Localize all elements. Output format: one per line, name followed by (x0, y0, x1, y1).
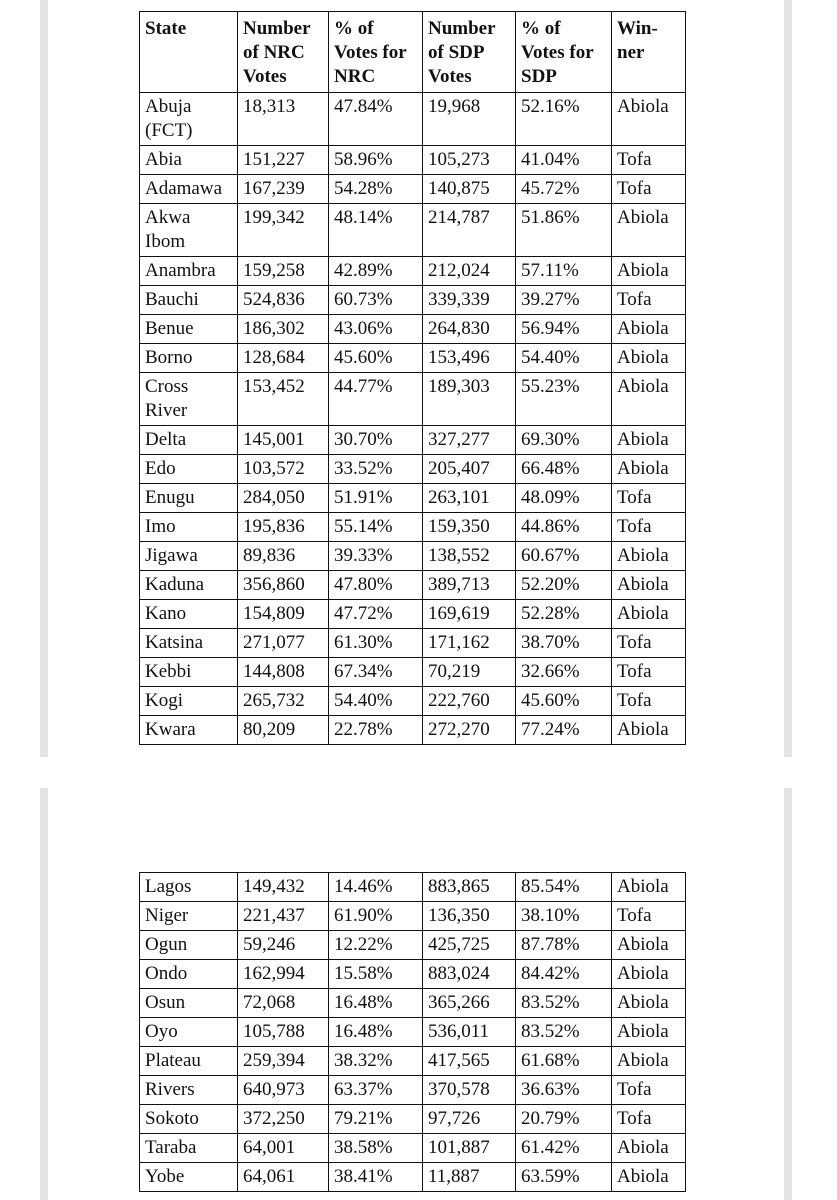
table-row (140, 716, 686, 745)
cell-state: Bauchi (140, 286, 238, 315)
cell-sdp-votes: 339,339 (423, 286, 516, 315)
header-sdp-votes-line: Votes (428, 66, 472, 87)
cell-nrc-pct: 38.41% (329, 1163, 423, 1192)
cell-nrc-pct: 39.33% (329, 542, 423, 571)
table-row (140, 426, 686, 455)
table-header-row (140, 12, 686, 93)
header-nrc-votes (238, 12, 329, 93)
cell-nrc-votes: 372,250 (238, 1105, 329, 1134)
table-row (140, 1047, 686, 1076)
cell-sdp-votes: 425,725 (423, 931, 516, 960)
cell-nrc-votes: 640,973 (238, 1076, 329, 1105)
cell-winner: Abiola (612, 1018, 686, 1047)
cell-sdp-votes: 101,887 (423, 1134, 516, 1163)
header-winner (612, 12, 686, 93)
cell-sdp-votes: 169,619 (423, 600, 516, 629)
cell-winner: Abiola (612, 989, 686, 1018)
cell-nrc-pct: 16.48% (329, 1018, 423, 1047)
table-row (140, 344, 686, 373)
table-body-page-2 (140, 873, 686, 1192)
header-winner-line: ner (617, 42, 645, 63)
cell-sdp-votes: 97,726 (423, 1105, 516, 1134)
table-row (140, 600, 686, 629)
cell-sdp-pct: 85.54% (516, 873, 612, 902)
cell-nrc-votes: 144,808 (238, 658, 329, 687)
table-row (140, 513, 686, 542)
cell-sdp-votes: 263,101 (423, 484, 516, 513)
cell-nrc-pct: 61.90% (329, 902, 423, 931)
cell-sdp-votes: 883,865 (423, 873, 516, 902)
cell-nrc-pct: 42.89% (329, 257, 423, 286)
cell-winner: Tofa (612, 658, 686, 687)
cell-state: Abuja (FCT) (140, 93, 238, 146)
table-row (140, 687, 686, 716)
header-winner-line: Win- (617, 18, 658, 39)
cell-nrc-pct: 51.91% (329, 484, 423, 513)
table-row (140, 658, 686, 687)
cell-winner: Tofa (612, 1076, 686, 1105)
cell-state: Katsina (140, 629, 238, 658)
cell-nrc-votes: 59,246 (238, 931, 329, 960)
cell-sdp-votes: 136,350 (423, 902, 516, 931)
cell-nrc-pct: 12.22% (329, 931, 423, 960)
cell-winner: Abiola (612, 455, 686, 484)
cell-state: Borno (140, 344, 238, 373)
table-row (140, 455, 686, 484)
cell-winner: Abiola (612, 571, 686, 600)
header-sdp-pct-line: SDP (521, 66, 557, 87)
cell-nrc-votes: 284,050 (238, 484, 329, 513)
cell-sdp-pct: 66.48% (516, 455, 612, 484)
cell-sdp-votes: 417,565 (423, 1047, 516, 1076)
cell-state: Kwara (140, 716, 238, 745)
cell-sdp-pct: 48.09% (516, 484, 612, 513)
header-nrc-pct (329, 12, 423, 93)
table-row (140, 571, 686, 600)
table-row (140, 204, 686, 257)
cell-nrc-votes: 80,209 (238, 716, 329, 745)
cell-nrc-votes: 221,437 (238, 902, 329, 931)
cell-state: Imo (140, 513, 238, 542)
cell-nrc-pct: 14.46% (329, 873, 423, 902)
cell-winner: Abiola (612, 600, 686, 629)
table-row (140, 286, 686, 315)
document-page-bottom (40, 788, 792, 1200)
header-nrc-votes-line: of NRC (243, 42, 305, 63)
cell-state: Niger (140, 902, 238, 931)
cell-nrc-pct: 16.48% (329, 989, 423, 1018)
cell-sdp-pct: 36.63% (516, 1076, 612, 1105)
table-row (140, 315, 686, 344)
cell-state: Sokoto (140, 1105, 238, 1134)
cell-sdp-votes: 171,162 (423, 629, 516, 658)
cell-sdp-pct: 84.42% (516, 960, 612, 989)
cell-sdp-votes: 153,496 (423, 344, 516, 373)
cell-state: Kebbi (140, 658, 238, 687)
cell-sdp-votes: 264,830 (423, 315, 516, 344)
cell-nrc-votes: 195,836 (238, 513, 329, 542)
cell-sdp-pct: 61.68% (516, 1047, 612, 1076)
document-page-top (40, 0, 792, 757)
cell-sdp-pct: 38.10% (516, 902, 612, 931)
cell-nrc-votes: 259,394 (238, 1047, 329, 1076)
cell-sdp-votes: 138,552 (423, 542, 516, 571)
table-row (140, 989, 686, 1018)
cell-sdp-votes: 189,303 (423, 373, 516, 426)
cell-sdp-votes: 222,760 (423, 687, 516, 716)
cell-state: Benue (140, 315, 238, 344)
cell-nrc-pct: 54.28% (329, 175, 423, 204)
cell-sdp-votes: 883,024 (423, 960, 516, 989)
cell-nrc-pct: 67.34% (329, 658, 423, 687)
cell-sdp-votes: 19,968 (423, 93, 516, 146)
cell-sdp-pct: 77.24% (516, 716, 612, 745)
cell-nrc-votes: 89,836 (238, 542, 329, 571)
cell-winner: Tofa (612, 902, 686, 931)
cell-state: Anambra (140, 257, 238, 286)
table-row (140, 873, 686, 902)
cell-sdp-pct: 61.42% (516, 1134, 612, 1163)
cell-nrc-votes: 72,068 (238, 989, 329, 1018)
cell-sdp-pct: 39.27% (516, 286, 612, 315)
cell-sdp-votes: 140,875 (423, 175, 516, 204)
cell-sdp-votes: 159,350 (423, 513, 516, 542)
cell-sdp-votes: 327,277 (423, 426, 516, 455)
cell-nrc-votes: 18,313 (238, 93, 329, 146)
cell-nrc-votes: 524,836 (238, 286, 329, 315)
cell-sdp-pct: 83.52% (516, 1018, 612, 1047)
cell-nrc-pct: 54.40% (329, 687, 423, 716)
cell-nrc-pct: 15.58% (329, 960, 423, 989)
cell-nrc-votes: 103,572 (238, 455, 329, 484)
cell-nrc-pct: 61.30% (329, 629, 423, 658)
cell-nrc-votes: 271,077 (238, 629, 329, 658)
cell-sdp-pct: 69.30% (516, 426, 612, 455)
cell-sdp-pct: 55.23% (516, 373, 612, 426)
cell-sdp-pct: 52.16% (516, 93, 612, 146)
cell-sdp-votes: 214,787 (423, 204, 516, 257)
cell-sdp-pct: 83.52% (516, 989, 612, 1018)
cell-winner: Abiola (612, 257, 686, 286)
cell-state: Lagos (140, 873, 238, 902)
cell-state: Adamawa (140, 175, 238, 204)
cell-nrc-pct: 47.84% (329, 93, 423, 146)
cell-winner: Abiola (612, 873, 686, 902)
cell-nrc-votes: 186,302 (238, 315, 329, 344)
header-nrc-pct-line: NRC (334, 66, 376, 87)
cell-winner: Abiola (612, 542, 686, 571)
cell-sdp-votes: 536,011 (423, 1018, 516, 1047)
cell-winner: Abiola (612, 1163, 686, 1192)
cell-winner: Abiola (612, 315, 686, 344)
cell-winner: Tofa (612, 146, 686, 175)
cell-nrc-votes: 145,001 (238, 426, 329, 455)
table-row (140, 1163, 686, 1192)
cell-sdp-pct: 63.59% (516, 1163, 612, 1192)
cell-sdp-pct: 56.94% (516, 315, 612, 344)
table-row (140, 1134, 686, 1163)
cell-winner: Tofa (612, 513, 686, 542)
table-row (140, 1018, 686, 1047)
cell-nrc-pct: 48.14% (329, 204, 423, 257)
cell-nrc-pct: 47.72% (329, 600, 423, 629)
cell-state: Kaduna (140, 571, 238, 600)
table-row (140, 484, 686, 513)
cell-sdp-pct: 51.86% (516, 204, 612, 257)
cell-winner: Abiola (612, 426, 686, 455)
cell-winner: Tofa (612, 687, 686, 716)
cell-state: Kano (140, 600, 238, 629)
header-nrc-votes-line: Number (243, 18, 311, 39)
cell-nrc-pct: 22.78% (329, 716, 423, 745)
cell-state: Oyo (140, 1018, 238, 1047)
cell-sdp-votes: 205,407 (423, 455, 516, 484)
cell-sdp-votes: 105,273 (423, 146, 516, 175)
cell-nrc-pct: 60.73% (329, 286, 423, 315)
cell-nrc-pct: 55.14% (329, 513, 423, 542)
cell-winner: Abiola (612, 93, 686, 146)
cell-nrc-pct: 43.06% (329, 315, 423, 344)
header-sdp-votes-line: Number (428, 18, 496, 39)
header-nrc-pct-line: Votes for (334, 42, 407, 63)
cell-winner: Abiola (612, 204, 686, 257)
header-sdp-pct-line: % of (521, 18, 561, 39)
cell-state: Jigawa (140, 542, 238, 571)
cell-nrc-votes: 199,342 (238, 204, 329, 257)
cell-nrc-pct: 30.70% (329, 426, 423, 455)
cell-winner: Tofa (612, 629, 686, 658)
cell-winner: Abiola (612, 960, 686, 989)
cell-nrc-votes: 105,788 (238, 1018, 329, 1047)
cell-nrc-pct: 58.96% (329, 146, 423, 175)
table-row (140, 1105, 686, 1134)
header-sdp-votes-line: of SDP (428, 42, 485, 63)
header-sdp-pct-line: Votes for (521, 42, 594, 63)
cell-nrc-pct: 33.52% (329, 455, 423, 484)
cell-nrc-votes: 128,684 (238, 344, 329, 373)
cell-nrc-pct: 79.21% (329, 1105, 423, 1134)
table-row (140, 175, 686, 204)
cell-nrc-pct: 38.58% (329, 1134, 423, 1163)
cell-sdp-pct: 32.66% (516, 658, 612, 687)
table-row (140, 542, 686, 571)
cell-winner: Tofa (612, 175, 686, 204)
cell-sdp-pct: 60.67% (516, 542, 612, 571)
cell-winner: Abiola (612, 931, 686, 960)
cell-nrc-votes: 356,860 (238, 571, 329, 600)
table-row (140, 146, 686, 175)
cell-nrc-votes: 153,452 (238, 373, 329, 426)
cell-sdp-pct: 41.04% (516, 146, 612, 175)
cell-state: Edo (140, 455, 238, 484)
cell-nrc-votes: 149,432 (238, 873, 329, 902)
table-row (140, 1076, 686, 1105)
cell-state: Plateau (140, 1047, 238, 1076)
cell-sdp-pct: 44.86% (516, 513, 612, 542)
cell-state: Akwa Ibom (140, 204, 238, 257)
cell-sdp-pct: 20.79% (516, 1105, 612, 1134)
cell-state: Kogi (140, 687, 238, 716)
cell-sdp-votes: 365,266 (423, 989, 516, 1018)
cell-sdp-pct: 52.28% (516, 600, 612, 629)
cell-winner: Abiola (612, 344, 686, 373)
cell-nrc-votes: 154,809 (238, 600, 329, 629)
cell-nrc-pct: 45.60% (329, 344, 423, 373)
table-row (140, 902, 686, 931)
cell-sdp-votes: 212,024 (423, 257, 516, 286)
cell-sdp-pct: 45.72% (516, 175, 612, 204)
cell-nrc-pct: 44.77% (329, 373, 423, 426)
cell-nrc-votes: 64,061 (238, 1163, 329, 1192)
cell-winner: Abiola (612, 716, 686, 745)
cell-nrc-votes: 64,001 (238, 1134, 329, 1163)
cell-state: Taraba (140, 1134, 238, 1163)
cell-winner: Abiola (612, 1134, 686, 1163)
cell-winner: Tofa (612, 1105, 686, 1134)
table-row (140, 931, 686, 960)
header-nrc-pct-line: % of (334, 18, 374, 39)
election-results-table-continued (139, 872, 686, 1192)
cell-state: Osun (140, 989, 238, 1018)
election-results-table (139, 11, 686, 745)
cell-sdp-pct: 38.70% (516, 629, 612, 658)
cell-sdp-pct: 57.11% (516, 257, 612, 286)
cell-sdp-pct: 87.78% (516, 931, 612, 960)
cell-nrc-votes: 151,227 (238, 146, 329, 175)
cell-nrc-votes: 159,258 (238, 257, 329, 286)
table-body-page-1 (140, 93, 686, 745)
cell-nrc-pct: 47.80% (329, 571, 423, 600)
cell-sdp-votes: 272,270 (423, 716, 516, 745)
cell-state: Enugu (140, 484, 238, 513)
cell-state: Ondo (140, 960, 238, 989)
cell-winner: Abiola (612, 373, 686, 426)
header-state: State (140, 12, 238, 93)
cell-sdp-votes: 11,887 (423, 1163, 516, 1192)
cell-nrc-votes: 167,239 (238, 175, 329, 204)
cell-winner: Abiola (612, 1047, 686, 1076)
header-nrc-votes-line: Votes (243, 66, 287, 87)
table-row (140, 629, 686, 658)
header-sdp-votes (423, 12, 516, 93)
cell-sdp-votes: 370,578 (423, 1076, 516, 1105)
cell-nrc-pct: 63.37% (329, 1076, 423, 1105)
cell-winner: Tofa (612, 286, 686, 315)
cell-state: Abia (140, 146, 238, 175)
cell-winner: Tofa (612, 484, 686, 513)
cell-nrc-pct: 38.32% (329, 1047, 423, 1076)
table-row (140, 960, 686, 989)
cell-state: Rivers (140, 1076, 238, 1105)
cell-nrc-votes: 265,732 (238, 687, 329, 716)
cell-nrc-votes: 162,994 (238, 960, 329, 989)
cell-sdp-votes: 70,219 (423, 658, 516, 687)
cell-sdp-votes: 389,713 (423, 571, 516, 600)
cell-state: Ogun (140, 931, 238, 960)
cell-sdp-pct: 52.20% (516, 571, 612, 600)
cell-sdp-pct: 54.40% (516, 344, 612, 373)
table-row (140, 373, 686, 426)
table-row (140, 257, 686, 286)
header-sdp-pct (516, 12, 612, 93)
cell-state: Yobe (140, 1163, 238, 1192)
table-row (140, 93, 686, 146)
cell-state: Cross River (140, 373, 238, 426)
cell-state: Delta (140, 426, 238, 455)
cell-sdp-pct: 45.60% (516, 687, 612, 716)
